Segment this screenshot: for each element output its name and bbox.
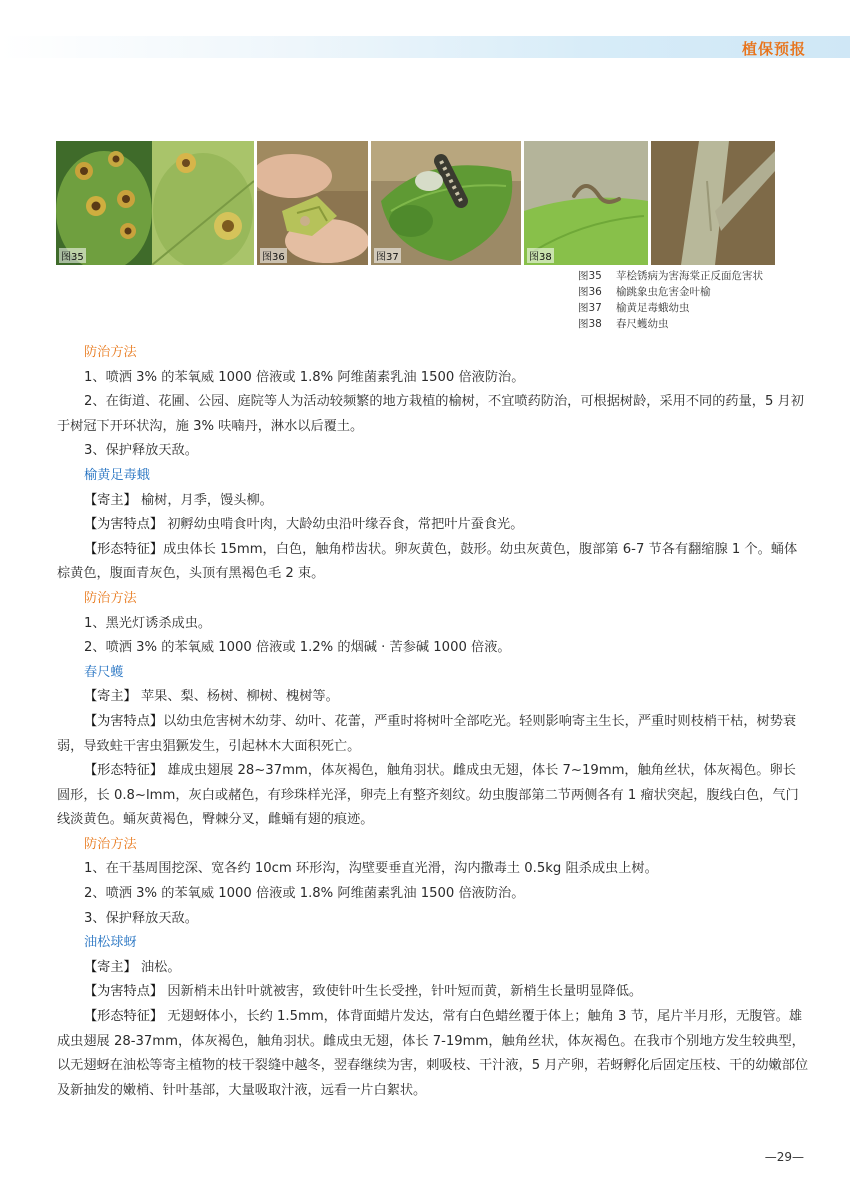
host-paragraph: 【寄主】 榆树，月季，馒头柳。 bbox=[84, 492, 273, 508]
pest-heading-spring-inchworm: 春尺蠖 bbox=[84, 664, 124, 680]
paragraph: 2、喷洒 3% 的苯氧威 1000 倍液或 1.8% 阿维菌素乳油 1500 倍液防治。 bbox=[84, 886, 525, 902]
host-paragraph: 【寄主】 苹果、梨、杨树、柳树、槐树等。 bbox=[84, 689, 339, 705]
morph-paragraph: 【形态特征】 雄成虫翅展 28~37mm，体灰褐色，触角羽状。雌成虫无翅，体长 7~19mm，触角丝状，体灰褐色。卵长圆形，长 0.8~lmm，灰白或赭色，有珍珠样光泽，卵壳上有整齐刻纹。幼虫腹部第二节两侧各有 1 瘤状突起，腹线白色，气门线淡黄色。蛹灰黄褐色，臀棘分叉，雌蛹有翅的痕迹。 bbox=[57, 763, 799, 828]
figure-38-photo-b bbox=[651, 141, 775, 265]
figure-captions bbox=[578, 268, 763, 332]
caption-36: 图36 榆跳象虫危害金叶榆 bbox=[578, 286, 711, 298]
figure-tag-35: 图35 bbox=[59, 248, 86, 263]
inchworm-leaf-image bbox=[524, 141, 648, 265]
caterpillar-image bbox=[371, 141, 521, 265]
caption-37: 图37 榆黄足毒蛾幼虫 bbox=[578, 302, 690, 314]
paragraph: 1、黑光灯诱杀成虫。 bbox=[84, 615, 212, 631]
harm-paragraph: 【为害特点】以幼虫危害树木幼芽、幼叶、花蕾，严重时将树叶全部吃光。轻则影响寄主生长，严重时则枝梢干枯，树势衰弱，导致蛀干害虫猖獗发生，引起林木大面积死亡。 bbox=[57, 713, 797, 754]
figure-37-photo bbox=[371, 141, 521, 265]
figure-38-photo-a bbox=[524, 141, 648, 265]
morph-paragraph: 【形态特征】成虫体长 15mm，白色，触角栉齿状。卵灰黄色，鼓形。幼虫灰黄色，腹部第 6-7 节各有翻缩腺 1 个。蛹体棕黄色，腹面青灰色，头顶有黑褐色毛 2 束。 bbox=[57, 541, 798, 582]
morph-paragraph: 【形态特征】 无翅蚜体小，长约 1.5mm，体背面蜡片发达，常有白色蜡丝覆于体上；触角 3 节，尾片半月形，无腹管。雄成虫翅展 28-37mm，体灰褐色，触角羽状。雌成虫无翅，体长 7-19mm，触角丝状，体灰褐色。在我市个别地方发生较典型，以无翅蚜在油松等寄主植物的枝干裂缝中越冬，翌春继续为害，刺吸枝、干汁液，5 月产卵，若蚜孵化后固定压枝、干的幼嫩部位及新抽发的嫩梢、针叶基部，大量吸取汁液，远看一片白絮状。 bbox=[57, 1009, 809, 1098]
paragraph: 2、在街道、花圃、公园、庭院等人为活动较频繁的地方栽植的榆树，不宜喷药防治，可根据树龄，采用不同的药量，5 月初于树冠下开环状沟，施 3% 呋喃丹，淋水以后覆土。 bbox=[57, 394, 804, 434]
figure-tag-36: 图36 bbox=[260, 248, 287, 263]
section-heading-control-3: 防治方法 bbox=[84, 836, 137, 852]
header-banner bbox=[0, 36, 850, 58]
harm-paragraph: 【为害特点】 因新梢未出针叶就被害，致使针叶生长受挫，针叶短而黄，新梢生长量明显降低。 bbox=[84, 984, 643, 1000]
figure-tag-37: 图37 bbox=[374, 248, 401, 263]
caption-35: 图35 苹桧锈病为害海棠正反面危害状 bbox=[578, 270, 763, 282]
inchworm-twig-image bbox=[651, 141, 775, 265]
caption-38: 图38 春尺蠖幼虫 bbox=[578, 318, 669, 330]
weevil-damage-image bbox=[257, 141, 368, 265]
section-heading-control-2: 防治方法 bbox=[84, 590, 137, 606]
pest-heading-elm-tussock-moth: 榆黄足毒蛾 bbox=[84, 467, 150, 483]
paragraph: 3、保护释放天敌。 bbox=[84, 910, 198, 926]
header-title: 植保预报 bbox=[741, 40, 806, 58]
figure-35-photo bbox=[56, 141, 254, 265]
paragraph: 2、喷洒 3% 的苯氧威 1000 倍液或 1.2% 的烟碱 · 苦参碱 1000 倍液。 bbox=[84, 640, 511, 656]
rust-leaf-image bbox=[56, 141, 254, 265]
pest-heading-pine-aphid: 油松球蚜 bbox=[84, 935, 137, 951]
paragraph: 1、喷洒 3% 的苯氧威 1000 倍液或 1.8% 阿维菌素乳油 1500 倍液防治。 bbox=[84, 369, 525, 385]
paragraph: 3、保护释放天敌。 bbox=[84, 443, 198, 459]
paragraph: 1、在干基周围挖深、宽各约 10cm 环形沟，沟壁要垂直光滑，沟内撒毒土 0.5kg 阻杀成虫上树。 bbox=[84, 861, 658, 877]
article-body bbox=[57, 341, 809, 1103]
figure-tag-38: 图38 bbox=[527, 248, 554, 263]
host-paragraph: 【寄主】 油松。 bbox=[84, 959, 181, 975]
figure-36-photo bbox=[257, 141, 368, 265]
harm-paragraph: 【为害特点】 初孵幼虫啃食叶肉，大龄幼虫沿叶缘吞食，常把叶片蚕食光。 bbox=[84, 517, 524, 533]
section-heading-control-1: 防治方法 bbox=[84, 345, 137, 360]
page-number: —29— bbox=[764, 1150, 804, 1164]
